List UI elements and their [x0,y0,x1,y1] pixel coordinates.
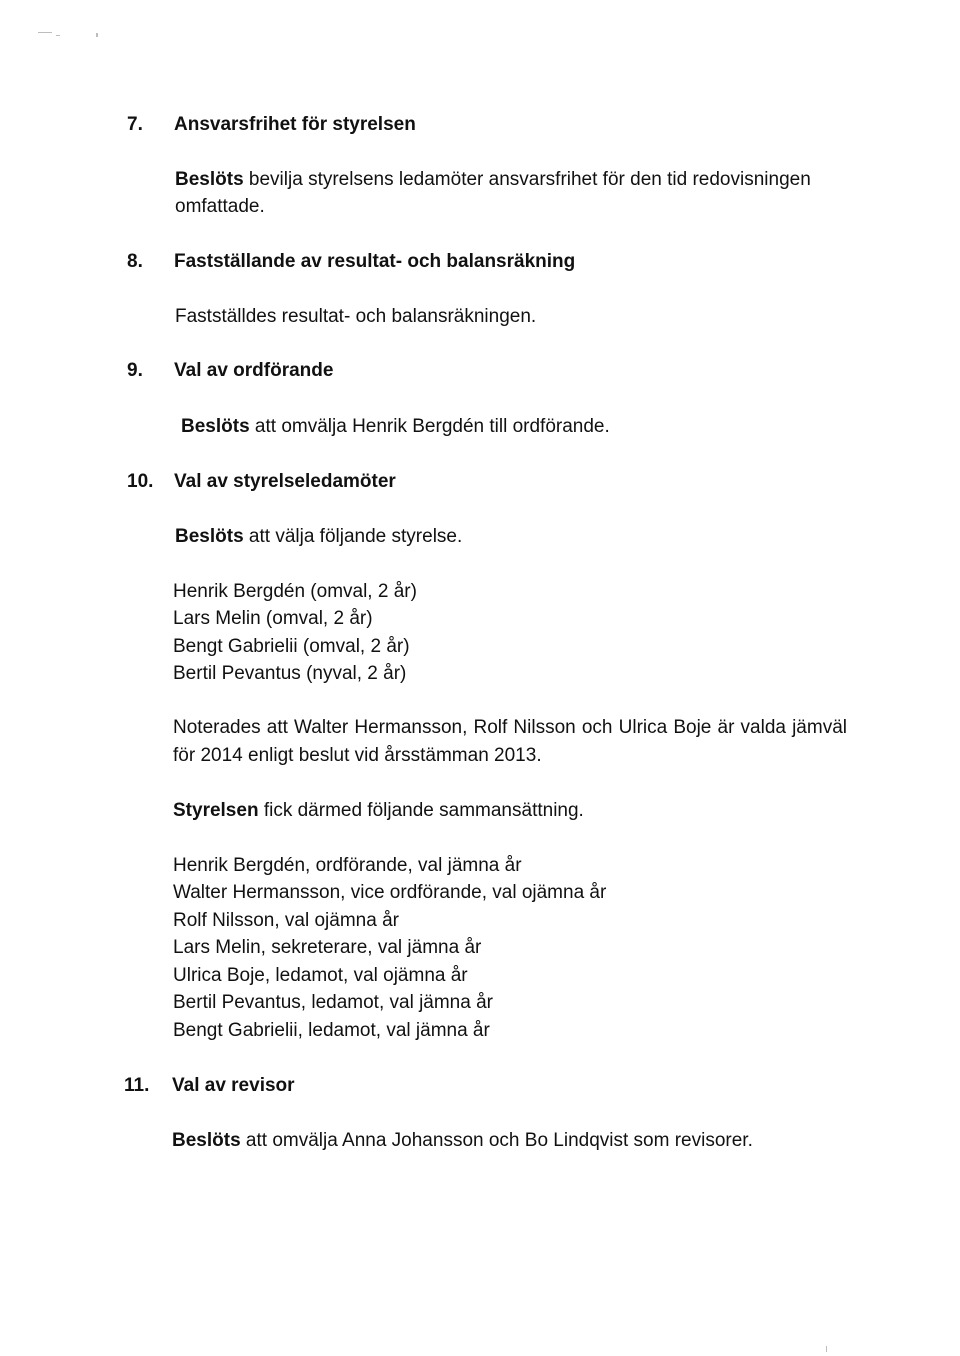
section-8-title: Fastställande av resultat- och balansräkning [174,251,576,272]
scan-speck [826,1346,827,1352]
section-9-paragraph [181,417,610,436]
section-11-number: 11. [124,1075,150,1096]
section-7-paragraph-cont: omfattade. [175,196,265,217]
elected-member: Lars Melin (omval, 2 år) [173,608,373,629]
elected-member: Henrik Bergdén (omval, 2 år) [173,581,417,602]
section-11-title: Val av revisor [172,1075,295,1096]
section-7-title: Ansvarsfrihet för styrelsen [174,114,416,135]
paragraph-text: bevilja styrelsens ledamöter ansvarsfrihet för den tid redovisningen [248,169,811,190]
section-7-paragraph [175,170,811,189]
paragraph-lead: Beslöts [172,1130,241,1151]
paragraph-text: att omvälja Henrik Bergdén till ordförande. [254,416,610,437]
board-member: Henrik Bergdén, ordförande, val jämna år [173,855,522,876]
section-9-title: Val av ordförande [174,360,334,381]
board-member: Lars Melin, sekreterare, val jämna år [173,937,482,958]
scan-speck [56,35,60,36]
paragraph-lead: Beslöts [175,169,244,190]
paragraph-lead: Beslöts [181,416,250,437]
section-10-paragraph [175,527,462,546]
section-7-number: 7. [127,114,143,135]
section-10-number: 10. [127,471,154,492]
section-8-number: 8. [127,251,143,272]
section-10-title: Val av styrelseledamöter [174,471,396,492]
section-10-note: Noterades att Walter Hermansson, Rolf Nilsson och Ulrica Boje är valda jämväl för 2014 enligt beslut vid årsstämman 2013. [173,717,847,766]
board-member: Walter Hermansson, vice ordförande, val ojämna år [173,882,607,903]
board-member: Bengt Gabrielii, ledamot, val jämna år [173,1020,490,1041]
paragraph-text: att omvälja Anna Johansson och Bo Lindqvist som revisorer. [245,1130,753,1151]
section-8-paragraph: Fastställdes resultat- och balansräkningen. [175,306,537,327]
paragraph-lead: Styrelsen [173,800,259,821]
scan-speck [38,32,52,33]
elected-member: Bertil Pevantus (nyval, 2 år) [173,663,407,684]
elected-member: Bengt Gabrielii (omval, 2 år) [173,636,410,657]
scan-speck [96,33,98,37]
paragraph-text: fick därmed följande sammansättning. [263,800,584,821]
board-member: Rolf Nilsson, val ojämna år [173,910,399,931]
paragraph-text: att välja följande styrelse. [248,526,463,547]
board-member: Bertil Pevantus, ledamot, val jämna år [173,992,493,1013]
paragraph-lead: Beslöts [175,526,244,547]
section-11-paragraph [172,1131,753,1150]
section-9-number: 9. [127,360,143,381]
board-member: Ulrica Boje, ledamot, val ojämna år [173,965,468,986]
composition-intro [173,801,584,820]
